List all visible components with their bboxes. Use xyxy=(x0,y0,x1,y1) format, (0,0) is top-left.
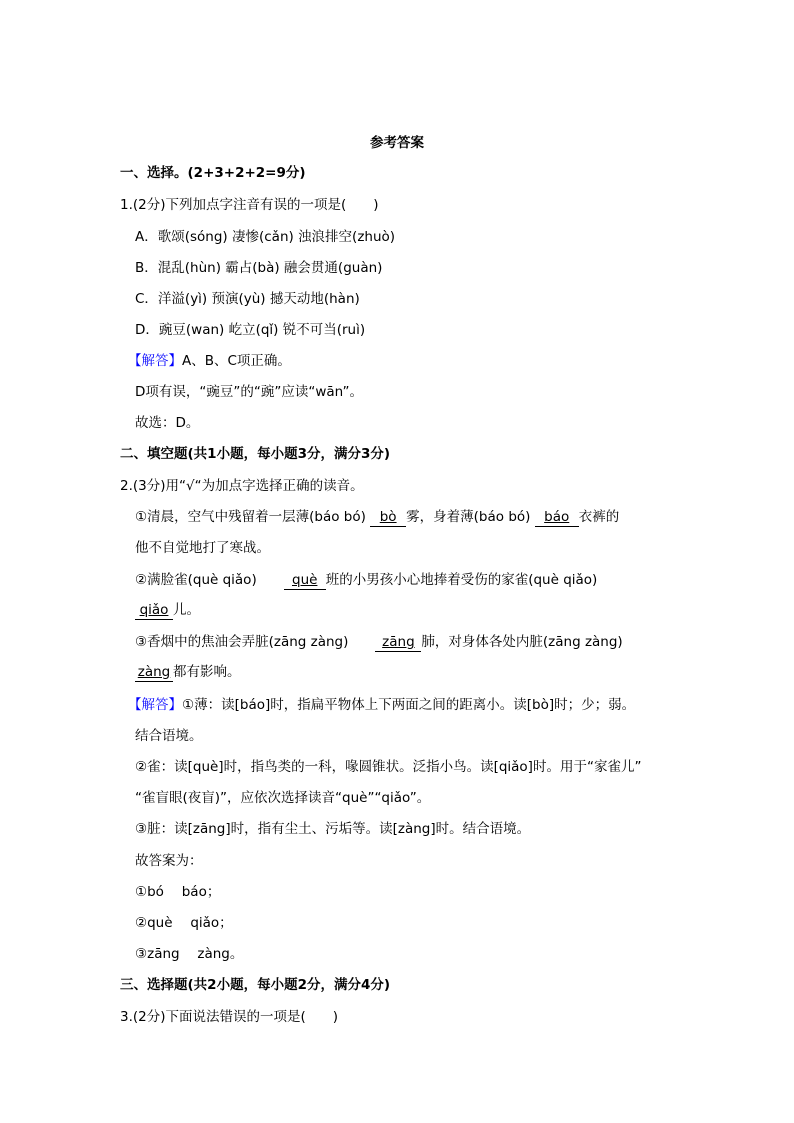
option-b: B．混乱(hùn) 霸占(bà) 融会贯通(guàn) xyxy=(135,260,383,276)
question-stem: 2.(3分)用“√“为加点字选择正确的读音。 xyxy=(120,478,364,494)
answer-blank: zāng xyxy=(375,634,421,652)
text: 都有影响。 xyxy=(173,664,241,680)
answer-text: ②雀：读[què]时，指鸟类的一科，喙圆锥状。泛指小鸟。读[qiǎo]时。用于“家雀儿” xyxy=(135,759,642,775)
option-c: C．洋溢(yì) 预演(yù) 撼天动地(hàn) xyxy=(135,291,360,307)
explanation: D项有误，“豌豆”的“豌”应读“wān”。 xyxy=(135,384,363,400)
section-heading: 二、填空题(共1小题，每小题3分，满分3分) xyxy=(120,446,391,462)
question-stem: 3.(2分)下面说法错误的一项是( ) xyxy=(120,1009,339,1025)
result-2: ②què qiǎo； xyxy=(135,915,233,931)
page-title: 参考答案 xyxy=(370,135,424,151)
text: 儿。 xyxy=(173,602,200,618)
answer-blank: zàng xyxy=(135,664,173,682)
answer-blank: báo xyxy=(535,509,579,527)
text: ①清晨，空气中残留着一层薄(báo bó) xyxy=(135,509,366,525)
answer-text: “雀盲眼(夜盲)”，应依次选择读音“què”“qiǎo”。 xyxy=(135,790,431,806)
answer-line xyxy=(128,351,291,371)
sentence-3-cont xyxy=(135,662,241,682)
answer-text: ③脏：读[zāng]时，指有尘土、污垢等。读[zàng]时。结合语境。 xyxy=(135,821,531,837)
answer-tag: 【解答】 xyxy=(128,353,182,369)
answer-text: 结合语境。 xyxy=(135,728,203,744)
sentence-2 xyxy=(135,570,597,590)
sentence-2-cont xyxy=(135,600,200,620)
answer-text: A、B、C项正确。 xyxy=(182,353,291,369)
text: 肺，对身体各处内脏(zāng zàng) xyxy=(421,634,623,650)
option-a: A．歌颂(sóng) 凄惨(cǎn) 浊浪排空(zhuò) xyxy=(135,229,396,245)
answer-line xyxy=(128,695,635,715)
text: 班的小男孩小心地捧着受伤的家雀(què qiǎo) xyxy=(325,572,598,588)
summary-label: 故答案为： xyxy=(135,853,203,869)
text: ②满脸雀(què qiǎo) xyxy=(135,572,257,588)
section-heading: 一、选择。(2+3+2+2=9分) xyxy=(120,165,306,181)
section-heading: 三、选择题(共2小题，每小题2分，满分4分) xyxy=(120,977,391,993)
sentence-1-cont: 他不自觉地打了寒战。 xyxy=(135,540,270,556)
text: 雾，身着薄(báo bó) xyxy=(406,509,531,525)
answer-tag: 【解答】 xyxy=(128,697,182,713)
sentence-3 xyxy=(135,632,623,652)
result-3: ③zāng zàng。 xyxy=(135,946,244,962)
question-stem: 1.(2分)下列加点字注音有误的一项是( ) xyxy=(120,197,379,213)
text: 衣裤的 xyxy=(578,509,620,525)
option-d: D．豌豆(wan) 屹立(qǐ) 锐不可当(ruì) xyxy=(135,322,366,338)
answer-text: ①薄：读[báo]时，指扁平物体上下两面之间的距离小。读[bò]时；少；弱。 xyxy=(182,697,636,713)
answer-blank: bò xyxy=(370,509,406,527)
answer-blank: qiǎo xyxy=(135,602,173,620)
answer-blank: què xyxy=(284,572,326,590)
choice: 故选：D。 xyxy=(135,415,200,431)
sentence-1 xyxy=(135,507,619,527)
result-1: ①bó báo； xyxy=(135,884,221,900)
text: ③香烟中的焦油会弄脏(zāng zàng) xyxy=(135,634,349,650)
